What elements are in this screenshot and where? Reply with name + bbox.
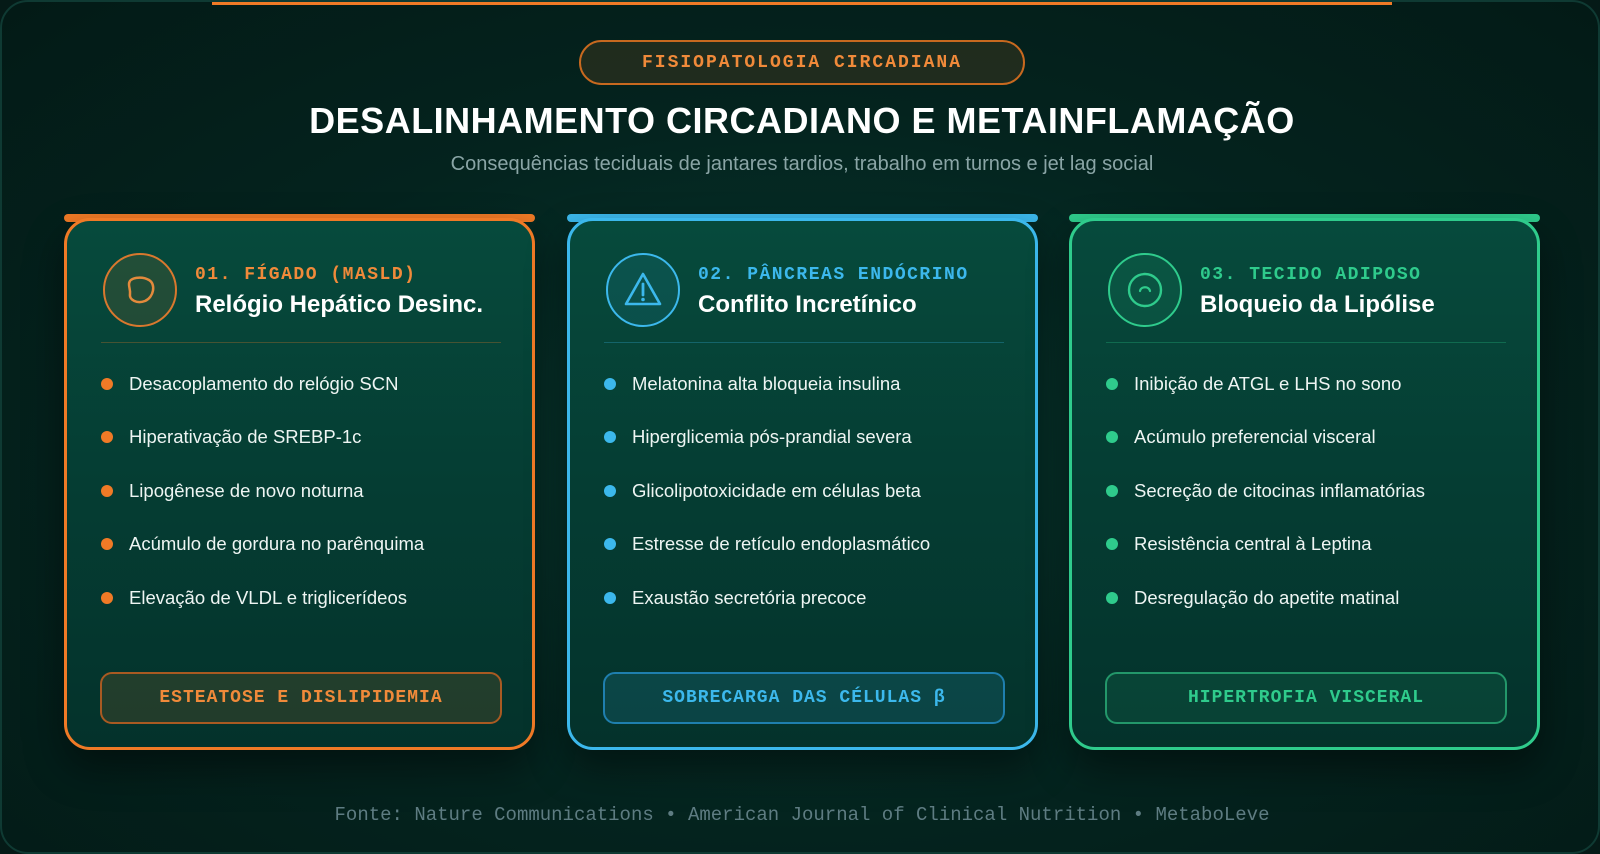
bullet-dot — [1106, 592, 1118, 604]
list-item-text: Acúmulo de gordura no parênquima — [129, 533, 425, 555]
list-item-text: Estresse de retículo endoplasmático — [632, 533, 931, 555]
bullet-dot — [1106, 378, 1118, 390]
card-number: 01. FÍGADO (MASLD) — [195, 265, 417, 285]
warning-triangle-icon — [606, 253, 680, 327]
list-item — [604, 480, 1014, 533]
list-item — [101, 480, 511, 533]
bullet-dot — [1106, 538, 1118, 550]
card-adipose — [1069, 218, 1540, 750]
list-item — [1106, 587, 1516, 640]
list-item — [1106, 426, 1516, 479]
bullet-dot — [1106, 485, 1118, 497]
list-item-text: Glicolipotoxicidade em células beta — [632, 479, 921, 501]
bullet-dot — [604, 378, 616, 390]
outcome-badge: SOBRECARGA DAS CÉLULAS β — [603, 672, 1005, 724]
list-item-text: Desregulação do apetite matinal — [1134, 586, 1400, 608]
list-item — [1106, 373, 1516, 426]
card-title: Bloqueio da Lipólise — [1200, 291, 1435, 318]
list-item-text: Hiperativação de SREBP-1c — [129, 426, 362, 448]
card-title: Conflito Incretínico — [698, 291, 917, 318]
list-item-text: Exaustão secretória precoce — [632, 586, 867, 608]
card-divider — [604, 342, 1004, 343]
card-pancreas — [567, 218, 1038, 750]
card-number: 03. TECIDO ADIPOSO — [1200, 265, 1422, 285]
list-item-text: Lipogênese de novo noturna — [129, 479, 364, 501]
card-title: Relógio Hepático Desinc. — [195, 291, 484, 318]
list-item — [604, 373, 1014, 426]
list-item — [101, 426, 511, 479]
liver-icon — [103, 253, 177, 327]
bullet-dot — [604, 592, 616, 604]
list-item-text: Desacoplamento do relógio SCN — [129, 373, 399, 394]
list-item-text: Elevação de VLDL e triglicerídeos — [129, 586, 407, 608]
outcome-badge: ESTEATOSE E DISLIPIDEMIA — [100, 672, 502, 724]
bullet-dot — [1106, 431, 1118, 443]
card-item-list — [604, 373, 1014, 640]
card-divider — [1106, 342, 1506, 343]
bullet-dot — [101, 538, 113, 550]
list-item — [101, 587, 511, 640]
bullet-dot — [604, 485, 616, 497]
card-number: 02. PÂNCREAS ENDÓCRINO — [698, 265, 969, 285]
list-item-text: Inibição de ATGL e LHS no sono — [1134, 373, 1402, 394]
page-title: DESALINHAMENTO CIRCADIANO E METAINFLAMAÇÃO — [309, 100, 1295, 141]
list-item-text: Secreção de citocinas inflamatórias — [1134, 479, 1426, 501]
adipocyte-icon — [1108, 253, 1182, 327]
card-liver — [64, 218, 535, 750]
category-badge: FISIOPATOLOGIA CIRCADIANA — [579, 40, 1025, 85]
source-citation: Fonte: Nature Communications • American Journal of Clinical Nutrition • MetaboLeve — [334, 804, 1270, 826]
list-item — [101, 373, 511, 426]
list-item — [1106, 480, 1516, 533]
list-item — [604, 587, 1014, 640]
card-item-list — [101, 373, 511, 640]
list-item — [101, 533, 511, 586]
bullet-dot — [604, 538, 616, 550]
list-item-text: Acúmulo preferencial visceral — [1134, 426, 1376, 448]
page-subtitle: Consequências teciduais de jantares tardios, trabalho em turnos e jet lag social — [450, 153, 1154, 175]
list-item — [1106, 533, 1516, 586]
card-item-list — [1106, 373, 1516, 640]
bullet-dot — [101, 485, 113, 497]
bullet-dot — [604, 431, 616, 443]
top-accent-line — [212, 2, 1392, 5]
outcome-badge: HIPERTROFIA VISCERAL — [1105, 672, 1507, 724]
list-item-text: Melatonina alta bloqueia insulina — [632, 373, 901, 394]
card-divider — [101, 342, 501, 343]
list-item-text: Hiperglicemia pós-prandial severa — [632, 426, 912, 448]
list-item — [604, 533, 1014, 586]
bullet-dot — [101, 378, 113, 390]
list-item — [604, 426, 1014, 479]
bullet-dot — [101, 592, 113, 604]
bullet-dot — [101, 431, 113, 443]
list-item-text: Resistência central à Leptina — [1134, 533, 1372, 555]
